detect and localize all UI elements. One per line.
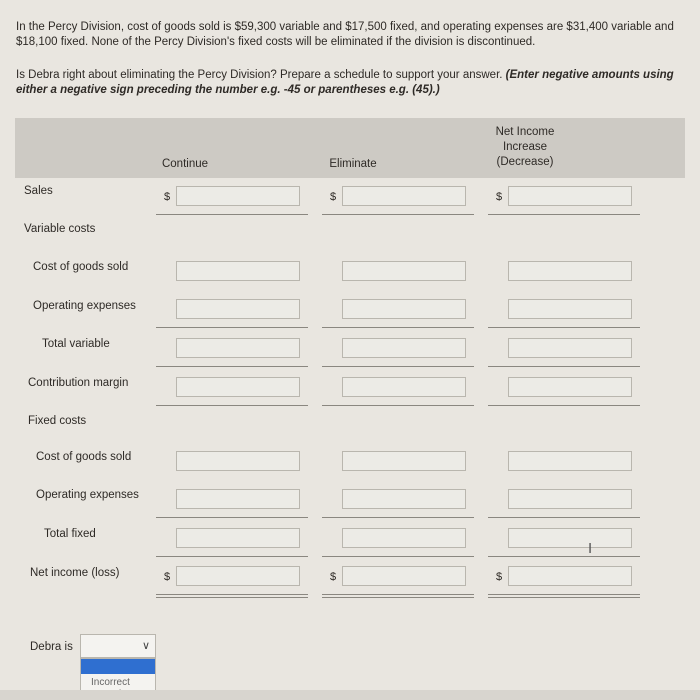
net-income-net-input[interactable] <box>508 566 632 586</box>
row-label-contribution-margin: Contribution margin <box>28 377 129 389</box>
fix-opex-net-input[interactable] <box>508 489 632 509</box>
row-label-var-opex: Operating expenses <box>33 300 136 312</box>
fix-cogs-continue-input[interactable] <box>176 451 300 471</box>
var-opex-continue-cell <box>156 299 308 321</box>
col-header-net-income <box>478 125 572 170</box>
row-label-total-variable: Total variable <box>42 338 110 350</box>
row-underline <box>322 327 474 328</box>
total-fixed-continue-input[interactable] <box>176 528 300 548</box>
contribution-net-cell <box>488 377 640 399</box>
var-cogs-continue-cell <box>156 261 308 283</box>
debra-select[interactable] <box>80 634 156 658</box>
total-fixed-eliminate-input[interactable] <box>342 528 466 548</box>
sales-eliminate-cell <box>322 186 474 208</box>
row-underline <box>322 556 474 557</box>
contribution-eliminate-cell <box>322 377 474 399</box>
currency-symbol: $ <box>330 191 337 203</box>
fix-cogs-continue-cell <box>156 451 308 473</box>
total-variable-net-input[interactable] <box>508 338 632 358</box>
row-double-underline <box>156 597 308 598</box>
row-label-sales: Sales <box>24 185 53 197</box>
sales-continue-cell <box>156 186 308 208</box>
contribution-continue-input[interactable] <box>176 377 300 397</box>
var-cogs-eliminate-cell <box>322 261 474 283</box>
dropdown-highlight <box>81 659 155 674</box>
var-opex-net-input[interactable] <box>508 299 632 319</box>
sales-net-cell <box>488 186 640 208</box>
fix-cogs-net-input[interactable] <box>508 451 632 471</box>
text-cursor-icon: Ⅰ <box>588 540 593 556</box>
fix-opex-eliminate-cell <box>322 489 474 511</box>
row-underline <box>488 405 640 406</box>
row-label-total-fixed: Total fixed <box>44 528 96 540</box>
sales-eliminate-input[interactable] <box>342 186 466 206</box>
contribution-continue-cell <box>156 377 308 399</box>
row-underline <box>156 327 308 328</box>
row-label-fix-opex: Operating expenses <box>36 489 139 501</box>
row-underline <box>488 214 640 215</box>
row-label-fixed-costs: Fixed costs <box>28 415 87 427</box>
sales-continue-input[interactable] <box>176 186 300 206</box>
total-fixed-eliminate-cell <box>322 528 474 550</box>
currency-symbol: $ <box>164 571 171 583</box>
row-underline <box>156 366 308 367</box>
net-income-eliminate-input[interactable] <box>342 566 466 586</box>
var-cogs-continue-input[interactable] <box>176 261 300 281</box>
col-header-continue: Continue <box>161 158 209 170</box>
col-header-net-line1: Net Income <box>495 126 555 138</box>
net-income-continue-cell <box>156 566 308 588</box>
chevron-down-icon: ∨ <box>141 640 150 652</box>
fix-opex-net-cell <box>488 489 640 511</box>
row-underline <box>322 214 474 215</box>
total-variable-continue-cell <box>156 338 308 360</box>
net-income-net-cell <box>488 566 640 588</box>
var-opex-continue-input[interactable] <box>176 299 300 319</box>
total-fixed-net-input[interactable] <box>508 528 632 548</box>
fix-cogs-eliminate-cell <box>322 451 474 473</box>
total-variable-net-cell <box>488 338 640 360</box>
fix-opex-eliminate-input[interactable] <box>342 489 466 509</box>
row-underline <box>156 214 308 215</box>
currency-symbol: $ <box>164 191 171 203</box>
var-cogs-net-input[interactable] <box>508 261 632 281</box>
total-variable-continue-input[interactable] <box>176 338 300 358</box>
var-cogs-eliminate-input[interactable] <box>342 261 466 281</box>
row-underline <box>488 366 640 367</box>
row-underline <box>488 556 640 557</box>
fix-cogs-net-cell <box>488 451 640 473</box>
contribution-net-input[interactable] <box>508 377 632 397</box>
row-underline <box>322 405 474 406</box>
contribution-eliminate-input[interactable] <box>342 377 466 397</box>
row-underline <box>488 327 640 328</box>
row-underline <box>156 556 308 557</box>
col-header-net-line2: Increase <box>502 141 548 153</box>
sales-net-input[interactable] <box>508 186 632 206</box>
debra-label: Debra is <box>30 641 73 653</box>
row-underline <box>322 366 474 367</box>
row-label-var-cogs: Cost of goods sold <box>33 261 129 273</box>
row-underline <box>156 517 308 518</box>
row-label-variable-costs: Variable costs <box>24 223 96 235</box>
var-opex-eliminate-cell <box>322 299 474 321</box>
row-underline <box>156 594 308 595</box>
row-underline <box>322 594 474 595</box>
row-double-underline <box>322 597 474 598</box>
currency-symbol: $ <box>496 191 503 203</box>
row-underline <box>488 517 640 518</box>
question-main: Is Debra right about eliminating the Percy Division? Prepare a schedule to support your answer. <box>16 69 506 81</box>
currency-symbol: $ <box>496 571 503 583</box>
question-hint: (Enter negative amounts using either a negative sign preceding the number e.g. -45 or parentheses e.g. (45).) <box>16 69 674 96</box>
question-text <box>16 68 692 98</box>
net-income-continue-input[interactable] <box>176 566 300 586</box>
total-fixed-net-cell <box>488 528 640 550</box>
row-underline <box>322 517 474 518</box>
total-fixed-continue-cell <box>156 528 308 550</box>
bottom-strip <box>0 690 700 700</box>
row-double-underline <box>488 597 640 598</box>
problem-intro: In the Percy Division, cost of goods sold is $59,300 variable and $17,500 fixed, and operating expenses are $31,400 variable and $18,100 fixed. None of the Percy Division's fixed costs will be eliminated if the division is discontinued. <box>16 21 674 48</box>
net-income-eliminate-cell <box>322 566 474 588</box>
fix-opex-continue-input[interactable] <box>176 489 300 509</box>
total-variable-eliminate-input[interactable] <box>342 338 466 358</box>
row-underline <box>156 405 308 406</box>
var-cogs-net-cell <box>488 261 640 283</box>
col-header-net-line3: (Decrease) <box>496 156 554 168</box>
fix-cogs-eliminate-input[interactable] <box>342 451 466 471</box>
option-incorrect[interactable]: Incorrect <box>91 677 130 688</box>
row-underline <box>488 594 640 595</box>
col-header-eliminate: Eliminate <box>329 158 377 170</box>
row-label-net-income: Net income (loss) <box>30 567 120 579</box>
total-variable-eliminate-cell <box>322 338 474 360</box>
currency-symbol: $ <box>330 571 337 583</box>
fix-opex-continue-cell <box>156 489 308 511</box>
var-opex-net-cell <box>488 299 640 321</box>
row-label-fix-cogs: Cost of goods sold <box>36 451 132 463</box>
var-opex-eliminate-input[interactable] <box>342 299 466 319</box>
